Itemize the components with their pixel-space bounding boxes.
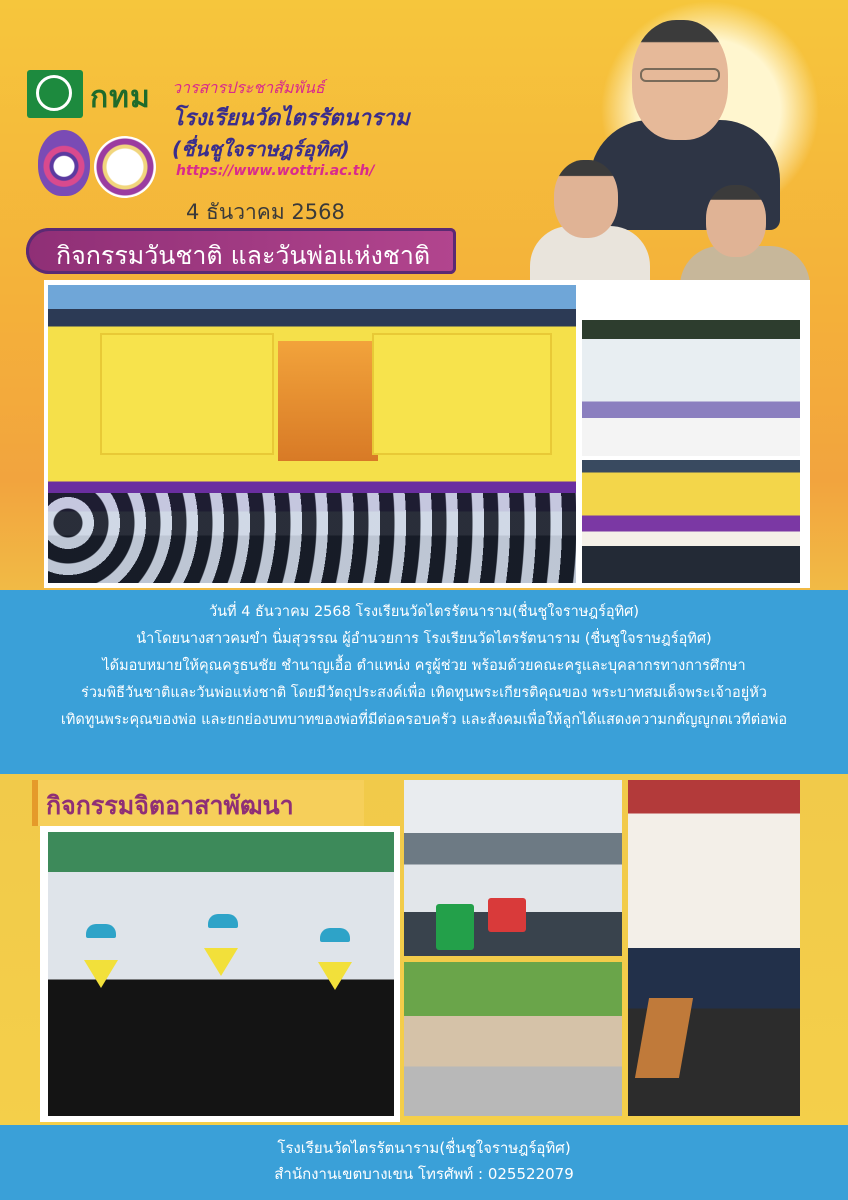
volunteer-street-photo	[404, 780, 622, 956]
description-line: เทิดทูนพระคุณของพ่อ และยกย่องบทบาทของพ่อที่มีต่อครอบครัว และสังคมเพื่อให้ลูกได้แสดงความกตัญญูกตเวทีต่อพ่อ	[60, 712, 788, 728]
volunteer-sweeping-photo	[404, 962, 622, 1116]
school-name: โรงเรียนวัดไตรรัตนาราม	[172, 106, 410, 131]
section1-title: กิจกรรมวันชาติ และวันพ่อแห่งชาติ	[56, 241, 431, 270]
school-website-link[interactable]: https://www.wottri.ac.th/	[176, 163, 375, 179]
ceremony-teachers-photo	[582, 320, 800, 456]
description-line: วันที่ 4 ธันวาคม 2568 โรงเรียนวัดไตรรัตนาราม(ชื่นชูใจราษฎร์อุทิศ)	[208, 604, 640, 620]
section2-title: กิจกรรมจิตอาสาพัฒนา	[46, 791, 294, 820]
ceremony-hall-photo	[582, 460, 800, 583]
bkk-logo	[27, 70, 83, 118]
footer-school-name: โรงเรียนวัดไตรรัตนาราม(ชื่นชูใจราษฎร์อุทิศ)	[277, 1139, 571, 1157]
footer-contact: สำนักงานเขตบางเขน โทรศัพท์ : 025522079	[274, 1165, 574, 1183]
school-seal-logo	[94, 136, 156, 198]
ceremony-main-photo	[48, 285, 576, 583]
description-line: นำโดยนางสาวคมขำ นิ่มสุวรรณ ผู้อำนวยการ โรงเรียนวัดไตรรัตนาราม (ชื่นชูใจราษฎร์อุทิศ)	[136, 631, 712, 647]
school-subtitle: (ชื่นชูใจราษฎร์อุทิศ)	[172, 137, 350, 161]
king-portrait-illustration	[520, 0, 848, 300]
issue-date: 4 ธันวาคม 2568	[186, 200, 345, 224]
description-line: ได้มอบหมายให้คุณครูธนชัย ชำนาญเอื้อ ตำแหน่ง ครูผู้ช่วย พร้อมด้วยคณะครูและบุคลากรทางการศึกษา	[102, 658, 746, 674]
volunteer-group-photo	[48, 832, 394, 1116]
description-line: ร่วมพิธีวันชาติและวันพ่อแห่งชาติ โดยมีวัตถุประสงค์เพื่อ เทิดทูนพระเกียรติคุณของ พระบาทสมเด็จพระเจ้าอยู่หัว	[81, 685, 767, 701]
event-description-band	[0, 590, 848, 774]
school-emblem-logo	[38, 130, 90, 196]
journal-title: วารสารประชาสัมพันธ์	[172, 78, 325, 97]
volunteer-cleaning-photo	[628, 780, 800, 1116]
org-short-name: กทม	[90, 80, 151, 115]
